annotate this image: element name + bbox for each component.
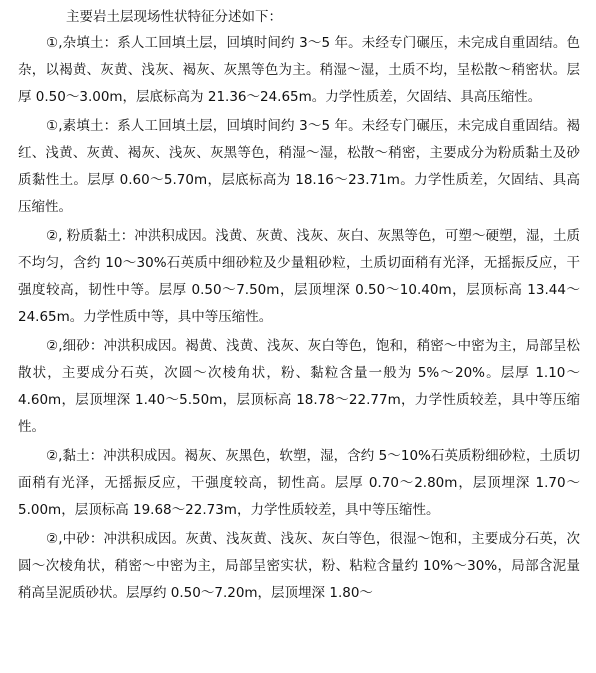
section-heading: 主要岩土层现场性状特征分述如下： [66, 9, 282, 25]
paragraph-plain-fill: ①,素填土：系人工回填土层，回填时间约 3～5 年。未经专门碾压，未完成自重固结。褐红、浅黄、灰黄、褐灰、浅灰、灰黑等色，稍湿～湿，松散～稍密，主要成分为粉质黏土及砂质黏性土。层厚 0.60～5.70m，层底标高为 18.16～23.71m。力学性质差，欠固结、具高压缩性。 [18, 118, 580, 215]
document-body [18, 4, 580, 607]
paragraph-fine-sand: ②,细砂：冲洪积成因。褐黄、浅黄、浅灰、灰白等色，饱和，稍密～中密为主，局部呈松散状，主要成分石英，次圆～次棱角状，粉、黏粒含量一般为 5%～20%。层厚 1.10～4.60m，层顶埋深 1.40～5.50m，层顶标高 18.78～22.77m，力学性质较差，具中等压缩性。 [18, 338, 580, 435]
paragraph-medium-sand: ②,中砂：冲洪积成因。灰黄、浅灰黄、浅灰、灰白等色，很湿～饱和，主要成分石英，次圆～次棱角状，稍密～中密为主，局部呈密实状，粉、粘粒含量约 10%～30%，局部含泥量稍高呈泥质砂状。层厚约 0.50～7.20m，层顶埋深 1.80～ [18, 531, 580, 601]
paragraph-clay: ②,黏土：冲洪积成因。褐灰、灰黑色，软塑，湿，含约 5～10%石英质粉细砂粒，土质切面稍有光泽，无摇振反应，干强度较高，韧性高。层厚 0.70～2.80m，层顶埋深 1.70～5.00m，层顶标高 19.68～22.73m，力学性质较差，具中等压缩性。 [18, 448, 580, 518]
paragraph-miscellaneous-fill: ①,杂填土：系人工回填土层，回填时间约 3～5 年。未经专门碾压，未完成自重固结。色杂，以褐黄、灰黄、浅灰、褐灰、灰黑等色为主。稍湿～湿，土质不均，呈松散～稍密状。层厚 0.50～3.00m，层底标高为 21.36～24.65m。力学性质差，欠固结、具高压缩性。 [18, 35, 580, 105]
paragraph-silty-clay: ②, 粉质黏土：冲洪积成因。浅黄、灰黄、浅灰、灰白、灰黑等色，可塑～硬塑，湿，土质不均匀，含约 10～30%石英质中细砂粒及少量粗砂粒，土质切面稍有光泽，无摇振反应，干强度较高，韧性中等。层厚 0.50～7.50m，层顶埋深 0.50～10.40m，层顶标高 13.44～24.65m。力学性质中等，具中等压缩性。 [18, 228, 580, 325]
